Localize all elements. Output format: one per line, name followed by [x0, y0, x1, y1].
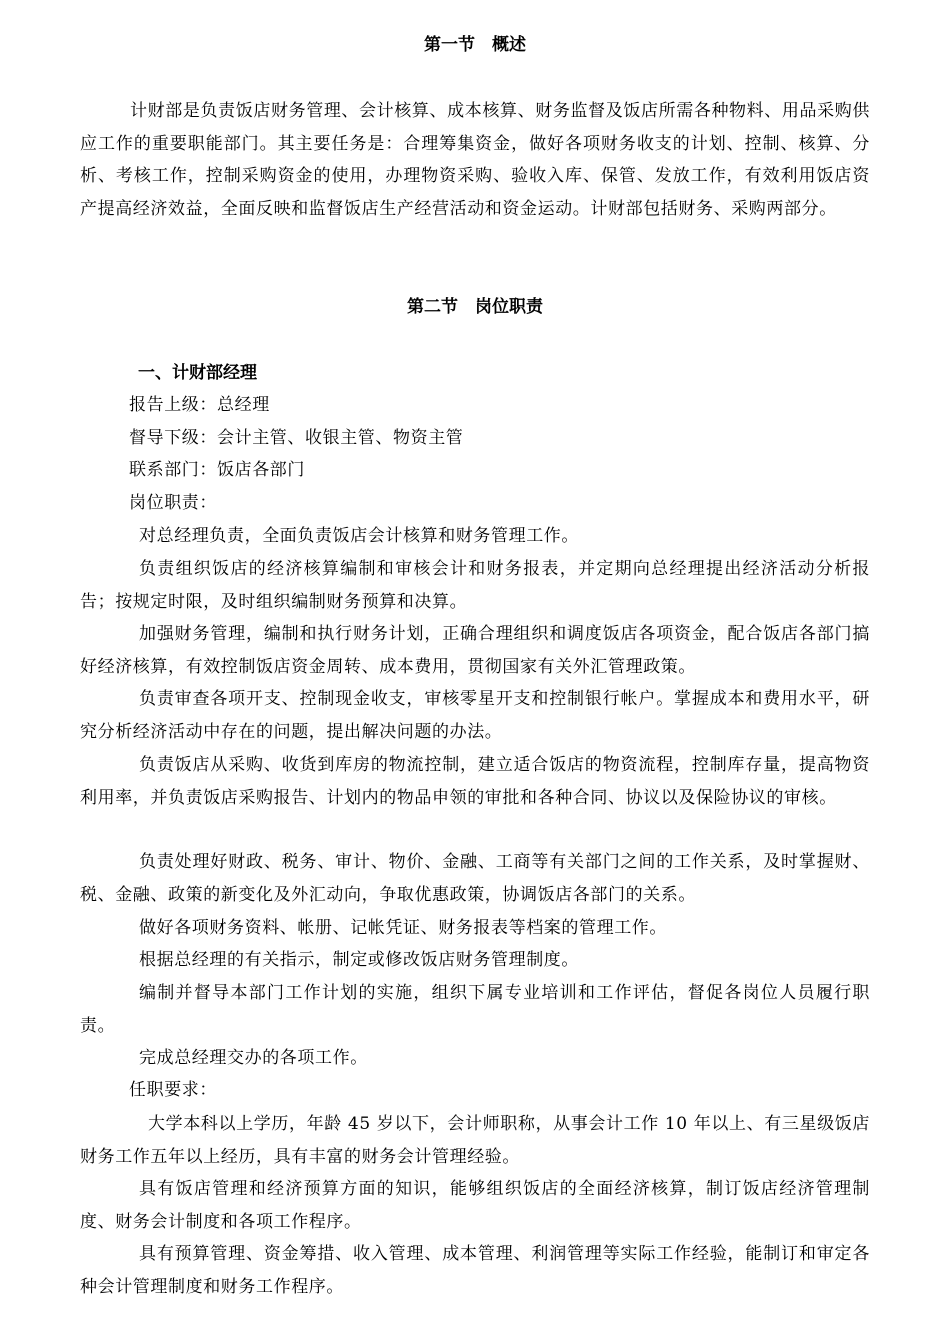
duty-item: 负责组织饭店的经济核算编制和审核会计和财务报表，并定期向总经理提出经济活动分析报告；按规定时限，及时组织编制财务预算和决算。 [80, 559, 870, 612]
section-1-title: 第一节 概述 [424, 35, 526, 55]
contact-line: 联系部门：饭店各部门 [129, 460, 305, 480]
supervise-line: 督导下级：会计主管、收银主管、物资主管 [129, 428, 464, 448]
duty-item: 负责饭店从采购、收货到库房的物流控制，建立适合饭店的物资流程，控制库存量，提高物资利用率，并负责饭店采购报告、计划内的物品申领的审批和各种合同、协议以及保险协议的审核。 [80, 755, 870, 808]
requirement-item: 具有饭店管理和经济预算方面的知识，能够组织饭店的全面经济核算，制订饭店经济管理制度、财务会计制度和各项工作程序。 [80, 1179, 870, 1232]
duty-item: 负责处理好财政、税务、审计、物价、金融、工商等有关部门之间的工作关系，及时掌握财、税、金融、政策的新变化及外汇动向，争取优惠政策，协调饭店各部门的关系。 [80, 852, 870, 905]
duty-item: 根据总经理的有关指示，制定或修改饭店财务管理制度。 [139, 950, 579, 970]
manager-heading: 一、计财部经理 [138, 363, 257, 383]
section-2-title: 第二节 岗位职责 [407, 297, 543, 317]
duty-item: 编制并督导本部门工作计划的实施，组织下属专业培训和工作评估，督促各岗位人员履行职责。 [80, 983, 870, 1036]
duty-item: 对总经理负责，全面负责饭店会计核算和财务管理工作。 [139, 526, 579, 546]
requirement-item: 大学本科以上学历，年龄 45 岁以下，会计师职称，从事会计工作 10 年以上、有三星级饭店财务工作五年以上经历，具有丰富的财务会计管理经验。 [80, 1114, 870, 1167]
section-1-intro: 计财部是负责饭店财务管理、会计核算、成本核算、财务监督及饭店所需各种物料、用品采购供应工作的重要职能部门。其主要任务是：合理筹集资金，做好各项财务收支的计划、控制、核算、分析、考核工作，控制采购资金的使用，办理物资采购、验收入库、保管、发放工作，有效利用饭店资产提高经济效益，全面反映和监督饭店生产经营活动和资金运动。计财部包括财务、采购两部分。 [80, 101, 870, 219]
duties-label: 岗位职责： [129, 493, 217, 513]
requirement-item: 具有预算管理、资金筹措、收入管理、成本管理、利润管理等实际工作经验，能制订和审定各种会计管理制度和财务工作程序。 [80, 1244, 870, 1297]
duty-item: 做好各项财务资料、帐册、记帐凭证、财务报表等档案的管理工作。 [139, 918, 667, 938]
duty-item: 完成总经理交办的各项工作。 [139, 1048, 368, 1068]
duty-item: 加强财务管理，编制和执行财务计划，正确合理组织和调度饭店各项资金，配合饭店各部门搞好经济核算，有效控制饭店资金周转、成本费用，贯彻国家有关外汇管理政策。 [80, 624, 870, 677]
duty-item: 负责审查各项开支、控制现金收支，审核零星开支和控制银行帐户。掌握成本和费用水平，研究分析经济活动中存在的问题，提出解决问题的办法。 [80, 689, 870, 742]
requirements-label: 任职要求： [129, 1080, 217, 1100]
report-to-line: 报告上级：总经理 [129, 395, 270, 415]
